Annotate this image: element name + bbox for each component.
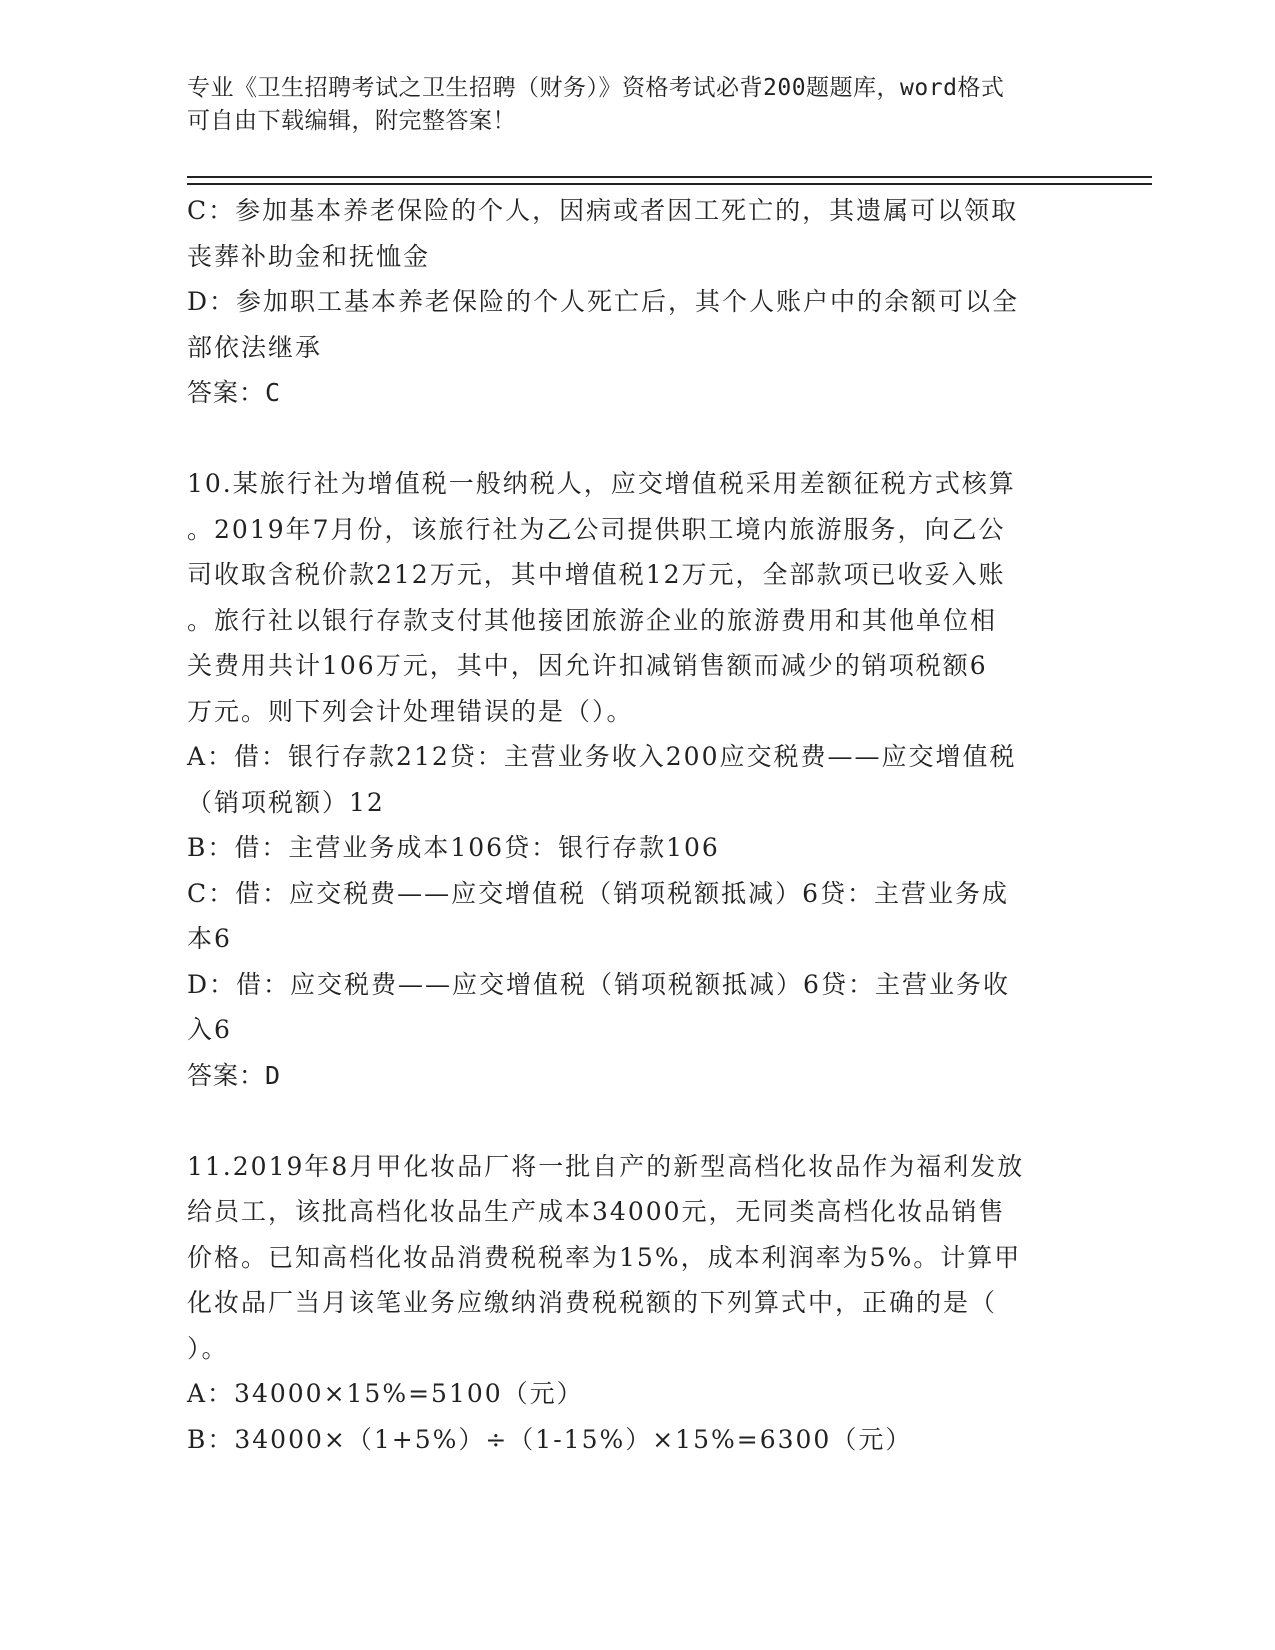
q10-option-d-line-2: 入6 [187,1015,232,1044]
q9-option-c-line-1: C：参加基本养老保险的个人，因病或者因工死亡的，其遗属可以领取 [187,196,1019,225]
question-9-block [187,188,1087,416]
header-line-1: 专业《卫生招聘考试之卫生招聘（财务）》资格考试必背200题题库，word格式 [187,75,1005,101]
document-header [187,72,1067,138]
q10-stem-line-1: 10.某旅行社为增值税一般纳税人，应交增值税采用差额征税方式核算 [187,469,1016,498]
q10-option-a-line-1: A：借：银行存款212贷：主营业务收入200应交税费——应交增值税 [187,742,1017,771]
spacer [187,1098,1087,1144]
q11-option-a: A：34000×15%=5100（元） [187,1379,584,1408]
q10-option-c-line-2: 本6 [187,924,232,953]
q10-stem-line-5: 关费用共计106万元，其中，因允许扣减销售额而减少的销项税额6 [187,651,988,680]
q11-stem-line-1: 11.2019年8月甲化妆品厂将一批自产的新型高档化妆品作为福利发放 [187,1151,1025,1181]
q9-answer: 答案：C [187,378,282,407]
q9-option-d-line-1: D：参加职工基本养老保险的个人死亡后，其个人账户中的余额可以全 [187,287,1020,316]
header-divider-bottom [187,183,1152,185]
q9-option-c-line-2: 丧葬补助金和抚恤金 [187,241,431,271]
header-line-2: 可自由下载编辑，附完整答案！ [187,108,516,134]
q10-stem-line-4: 。旅行社以银行存款支付其他接团旅游企业的旅游费用和其他单位相 [187,605,998,635]
spacer [187,416,1087,462]
q11-stem-line-3: 价格。已知高档化妆品消费税税率为15%，成本利润率为5%。计算甲 [187,1242,1022,1272]
q11-stem-line-5: ）。 [187,1333,229,1363]
q10-stem-line-6: 万元。则下列会计处理错误的是（）。 [187,696,634,726]
q11-stem-line-2: 给员工，该批高档化妆品生产成本34000元，无同类高档化妆品销售 [187,1197,1006,1226]
q10-stem-line-2: 。2019年7月份，该旅行社为乙公司提供职工境内旅游服务，向乙公 [187,514,1006,544]
q10-option-b: B：借：主营业务成本106贷：银行存款106 [187,833,720,862]
q10-answer: 答案：D [187,1060,282,1090]
question-11-block [187,1144,1087,1463]
q9-option-d-line-2: 部依法继承 [187,332,323,362]
q10-option-d-line-1: D：借：应交税费——应交增值税（销项税额抵减）6贷：主营业务收 [187,969,1010,999]
q11-option-b: B：34000×（1+5%）÷（1-15%）×15%=6300（元） [187,1424,913,1454]
q10-option-c-line-1: C：借：应交税费——应交增值税（销项税额抵减）6贷：主营业务成 [187,878,1010,908]
q10-option-a-line-2: （销项税额）12 [187,787,385,817]
header-divider-top [187,176,1152,178]
q11-stem-line-4: 化妆品厂当月该笔业务应缴纳消费税税额的下列算式中，正确的是（ [187,1288,998,1317]
document-body [187,188,1087,1462]
q10-stem-line-3: 司收取含税价款212万元，其中增值税12万元，全部款项已收妥入账 [187,560,1006,589]
question-10-block [187,461,1087,1098]
